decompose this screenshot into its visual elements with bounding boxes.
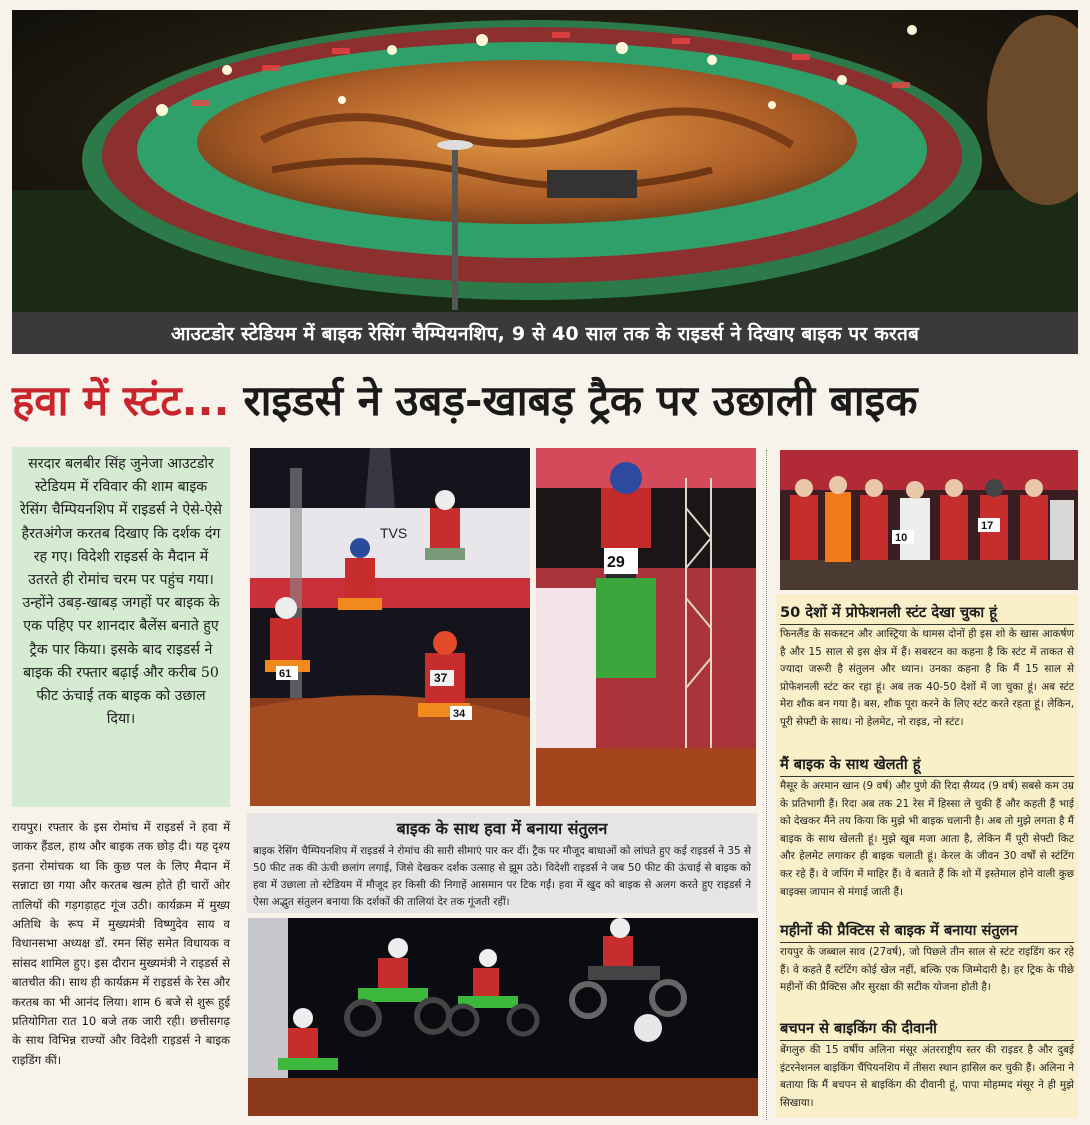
bib-number-29: 29 bbox=[607, 554, 625, 571]
riders-jump-photo bbox=[250, 448, 530, 806]
riders-group-photo bbox=[780, 450, 1078, 590]
left-body-text: रायपुर। रफ्तार के इस रोमांच में राइडर्स ने हवा में जाकर हैंडल, हाथ और बाइक तक छोड़ दी। यह दृश्य इतना रोमांचक था कि कुछ पल के लिए मैदान में सन्नाटा छा गया और करतब खत्म होते ही चारों ओर तालियों की गड़गड़ाहट गूंज उठी। कार्यक्रम में मुख्य अतिथि के रूप में मुख्यमंत्री विष्णुदेव साय व विधानसभा अध्यक्ष डॉ. रमन सिंह समेत विधायक व सांसद शामिल हुए। इस दौरान मुख्यमंत्री ने राइडर्स से बातचीत की। साथ ही कार्यक्रम में राइडर्स के रेस और करतब का भी आनंद लिया। शाम 6 बजे से शुरू हुई प्रतियोगिता रात 10 बजे तक जारी रही। छत्तीसगढ़ के साथ विभिन्न राज्यों और विदेशी राइडर्स ने बाइक राइडिंग कीं। bbox=[12, 820, 230, 1067]
bib-number-37: 37 bbox=[434, 671, 448, 685]
sidebar-body-childhood: बेंगलुरु की 15 वर्षीय अलिना मंसूर अंतरराष्ट्रीय स्तर की राइडर है और दुबई इंटरनेशनल बाइकिंग चैंपियनशिप में तीसरा स्थान हासिल कर चुकी हैं। अलिना ने बताया कि मैं बचपन से बाइकिंग की दीवानी हूं, पापा मोहम्मद मंसूर ने ही मुझे सिखाया। bbox=[780, 1044, 1074, 1109]
bib-number-17: 17 bbox=[981, 520, 994, 532]
balance-section bbox=[247, 813, 757, 913]
balance-section-body: बाइक रेसिंग चैम्पियनशिप में राइडर्स ने रोमांच की सारी सीमाएं पार कर दीं। ट्रैक पर मौजूद बाधाओं को लांघते हुए कई राइडर्स ने 35 से 50 फीट तक की ऊंची छलांग लगाई, जिसे देखकर दर्शक उत्साह से झूम उठे। विदेशी राइडर्स ने जब 50 फीट की ऊंचाई से बाइक को हवा में उछाला तो स्टेडियम में मौजूद हर किसी की निगाहें आसमान पर टिक गईं। हवा में खुद को बाइक से अलग करते हुए राइडर्स ने ऐसा अद्भुत संतुलन बनाया कि दर्शकों की तालियां देर तक गूंजती रहीं। bbox=[253, 845, 751, 908]
sidebar-body-play: मैसूर के अरमान खान (9 वर्ष) और पुणे की रिदा सैय्यद (9 वर्ष) सबसे कम उम्र के प्रतिभागी हैं। रिदा अब तक 21 रेस में हिस्सा ले चुकी हैं और कहती हैं भाई को देखकर मैंने तय किया कि मुझे भी बाइक चलानी है। अब तो मुझे लगता है मैं बाइक के साथ खेलती हूं। मुझे खूब मजा आता है, लेकिन मैं पूरी सेफ्टी किट और हेलमेट लगाकर ही बाइक चलाती हूं। केरल के जीवन 30 वर्षों से स्टंटिंग कर रहे हैं। वे जपिंग में माहिर हैं। वे बताते हैं कि शो में इस्तेमाल होने वाली कुछ बाइक्स जापान से मंगाई जाती हैं। bbox=[780, 780, 1075, 898]
balance-section-heading: बाइक के साथ हवा में बनाया संतुलन bbox=[396, 819, 608, 838]
stadium-aerial-photo bbox=[12, 10, 1078, 312]
bib-number-10: 10 bbox=[895, 532, 908, 544]
high-jump-photo bbox=[536, 448, 756, 806]
sidebar-heading-practice: महीनों की प्रैक्टिस से बाइक में बनाया संतुलन bbox=[780, 920, 1074, 943]
sidebar-body-practice: रायपुर के जब्बाल साव (27वर्ष), जो पिछले तीन साल से स्टंट राइडिंग कर रहे हैं। वे कहते हैं स्टंटिंग कोई खेल नहीं, बल्कि एक जिम्मेदारी है। हर ट्रिक के पीछे महीनों की प्रैक्टिस और सुरक्षा की सटीक योजना होती है। bbox=[780, 946, 1074, 994]
intro-box: सरदार बलबीर सिंह जुनेजा आउटडोर स्टेडियम में रविवार की शाम बाइक रेसिंग चैम्पियनशिप में राइडर्स ने ऐसे-ऐसे हैरतअंगेज करतब दिखाए कि दर्शक दंग रह गए। विदेशी राइडर्स के मैदान में उतरते ही रोमांच चरम पर पहुंच गया। उन्होंने उबड़-खाबड़ जगहों पर बाइक के एक पहिए पर शानदार बैलेंस बनाते हुए ट्रैक पार किया। इसके बाद राइडर्स ने बाइक की रफ्तार बढ़ाई और करीब 50 फीट ऊंचाई तक बाइक को उछाल दिया। bbox=[12, 447, 230, 807]
sidebar-body-stunt: फिनलैंड के सकस्टन और आस्ट्रिया के थामस दोनों ही इस शो के खास आकर्षण है और 15 साल से इस क्षेत्र में हैं। सबस्टन का कहना है कि स्टंट में ताकत से ज्यादा जरूरी है संतुलन और ध्यान। उनका कहना है कि मैं 15 साल से प्रोफेशनली स्टंट कर रहा हूं। अब तक 40-50 देशों में जा चुका हूं। अब स्टंट मेरा शौक बन गया है। बस, शौक पूरा करने के लिए स्टंट करते रहता हूं। लेकिन, पूरी सेफ्टी के साथ। नो हेलमेट, नो राइड, नो स्टंट। bbox=[780, 628, 1074, 728]
green-bikes-photo bbox=[248, 918, 758, 1116]
bib-number-34: 34 bbox=[453, 708, 466, 720]
sidebar-heading-play: मैं बाइक के साथ खेलती हूं bbox=[780, 754, 1074, 777]
photo-caption-bar: आउटडोर स्टेडियम में बाइक रेसिंग चैम्पियनशिप, 9 से 40 साल तक के राइडर्स ने दिखाए बाइक पर करतब bbox=[12, 312, 1078, 354]
sidebar-heading-childhood: बचपन से बाइकिंग की दीवानी bbox=[780, 1018, 1074, 1041]
banner-text-photo: TVS bbox=[380, 525, 408, 541]
right-sidebar bbox=[776, 594, 1078, 1118]
headline-red-part: हवा में स्टंट... bbox=[12, 375, 230, 425]
bib-number-61: 61 bbox=[279, 668, 292, 680]
page-headline bbox=[12, 360, 1078, 438]
sidebar-heading-stunt: 50 देशों में प्रोफेशनली स्टंट देखा चुका हूं bbox=[780, 602, 1074, 625]
column-divider bbox=[766, 450, 767, 1120]
headline-dark-part: राइडर्स ने उबड़-खाबड़ ट्रैक पर उछाली बाइक bbox=[243, 375, 918, 425]
